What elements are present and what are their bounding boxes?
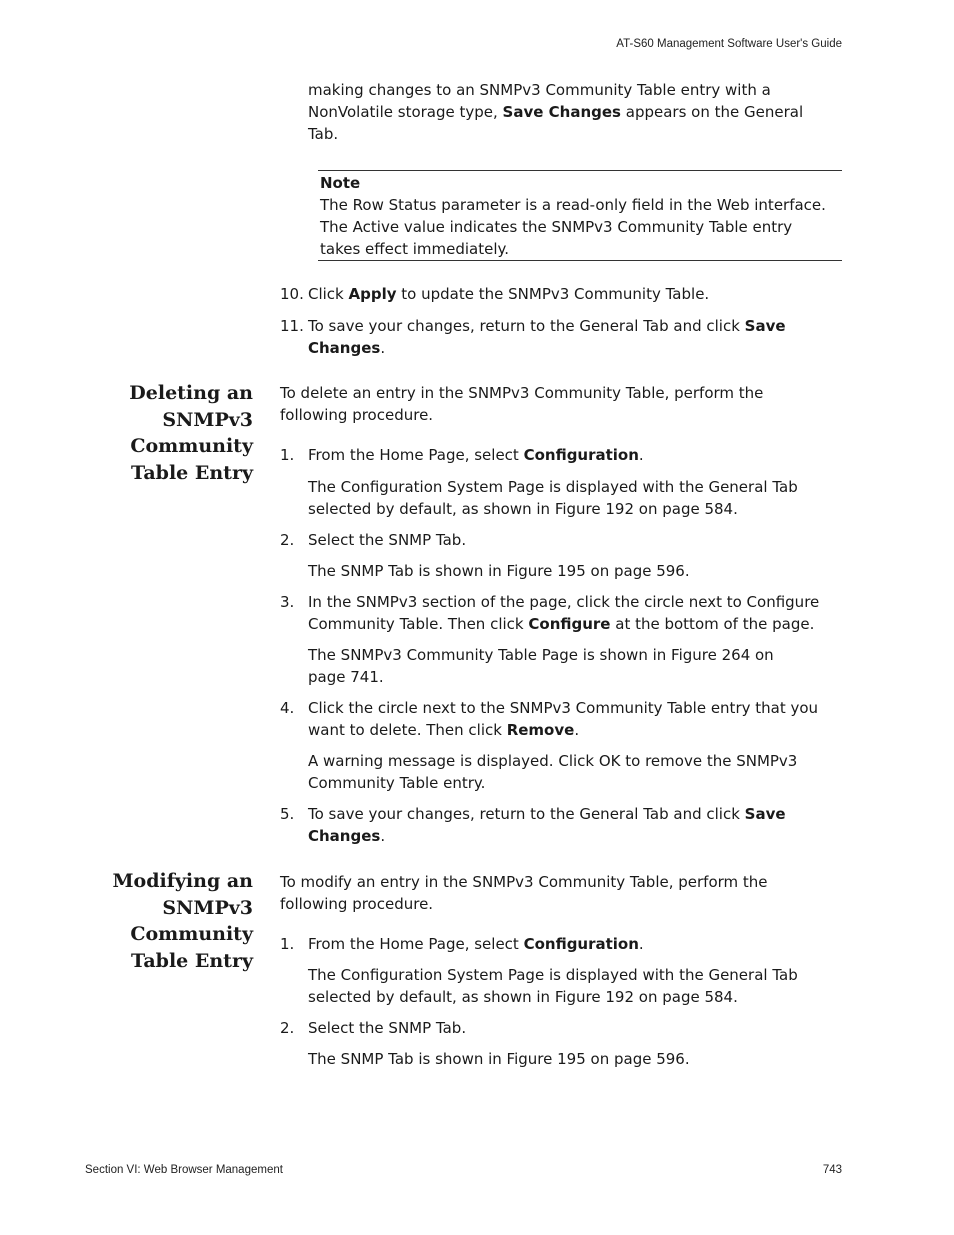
note-title: Note: [320, 174, 361, 192]
note-line-1: The Row Status parameter is a read-only field in the Web interface.: [320, 196, 826, 214]
delete-intro: To delete an entry in the SNMPv3 Community Table, perform the following procedure.: [280, 384, 764, 424]
note-box: [320, 172, 842, 260]
delete-step-1-desc: The Configuration System Page is displayed with the General Tab selected by default, as shown in Figure 192 on page 584.: [308, 478, 798, 518]
section-heading-modifying: Modifying an SNMPv3 Community Table Entry: [112, 870, 253, 972]
footer-section: Section VI: Web Browser Management: [85, 1164, 283, 1176]
delete-step-2: 2. Select the SNMP Tab.: [280, 531, 467, 549]
note-top-rule: [318, 170, 842, 171]
running-header: AT-S60 Management Software User's Guide: [616, 38, 842, 50]
step-number: 1.: [280, 446, 295, 464]
intro-line-2: NonVolatile storage type, Save Changes appears on the General: [308, 103, 804, 121]
step-number: 11.: [280, 317, 304, 335]
delete-step-2-desc: The SNMP Tab is shown in Figure 195 on page 596.: [308, 562, 690, 580]
note-line-2: The Active value indicates the SNMPv3 Community Table entry: [320, 218, 793, 236]
apply-term: Apply: [348, 285, 397, 303]
modify-step-2-desc: The SNMP Tab is shown in Figure 195 on page 596.: [308, 1050, 690, 1068]
step-number: 2.: [280, 1019, 295, 1037]
delete-step-4-desc: A warning message is displayed. Click OK to remove the SNMPv3 Community Table entry.: [308, 752, 798, 792]
modify-step-1-desc: The Configuration System Page is displayed with the General Tab selected by default, as shown in Figure 192 on page 584.: [308, 966, 798, 1006]
modify-intro: To modify an entry in the SNMPv3 Community Table, perform the following procedure.: [280, 873, 768, 913]
remove-term: Remove: [506, 721, 575, 739]
intro-line-3: Tab.: [308, 125, 339, 143]
note-line-3: takes effect immediately.: [320, 240, 510, 258]
modify-step-2: 2. Select the SNMP Tab.: [280, 1019, 467, 1037]
step-number: 4.: [280, 699, 295, 717]
delete-step-1: 1. From the Home Page, select Configuration.: [280, 446, 644, 464]
step-number: 2.: [280, 531, 295, 549]
page-number: 743: [822, 1164, 842, 1176]
configure-term: Configure: [528, 615, 611, 633]
step-11: 11. To save your changes, return to the General Tab and click Save Changes.: [280, 317, 786, 357]
save-changes-term: Save Changes: [502, 103, 621, 121]
delete-step-4: 4. Click the circle next to the SNMPv3 Community Table entry that you want to delete. Then click Remove.: [280, 699, 819, 739]
modify-step-1: 1. From the Home Page, select Configuration.: [280, 935, 644, 953]
step-number: 1.: [280, 935, 295, 953]
configuration-term: Configuration: [523, 446, 639, 464]
intro-paragraph: [308, 79, 848, 145]
delete-step-3: 3. In the SNMPv3 section of the page, click the circle next to Configure Community Table. Then click Configure at the bottom of the page.: [280, 593, 820, 633]
configuration-term: Configuration: [523, 935, 639, 953]
step-number: 3.: [280, 593, 295, 611]
step-10: 10. Click Apply to update the SNMPv3 Community Table.: [280, 285, 710, 303]
step-number: 10.: [280, 285, 304, 303]
intro-line-1: making changes to an SNMPv3 Community Table entry with a: [308, 81, 771, 99]
note-bottom-rule: [318, 260, 842, 261]
step-number: 5.: [280, 805, 295, 823]
delete-step-3-desc: The SNMPv3 Community Table Page is shown in Figure 264 on page 741.: [308, 646, 774, 686]
delete-step-5: 5. To save your changes, return to the General Tab and click Save Changes.: [280, 805, 786, 845]
section-heading-deleting: Deleting an SNMPv3 Community Table Entry: [129, 382, 253, 484]
